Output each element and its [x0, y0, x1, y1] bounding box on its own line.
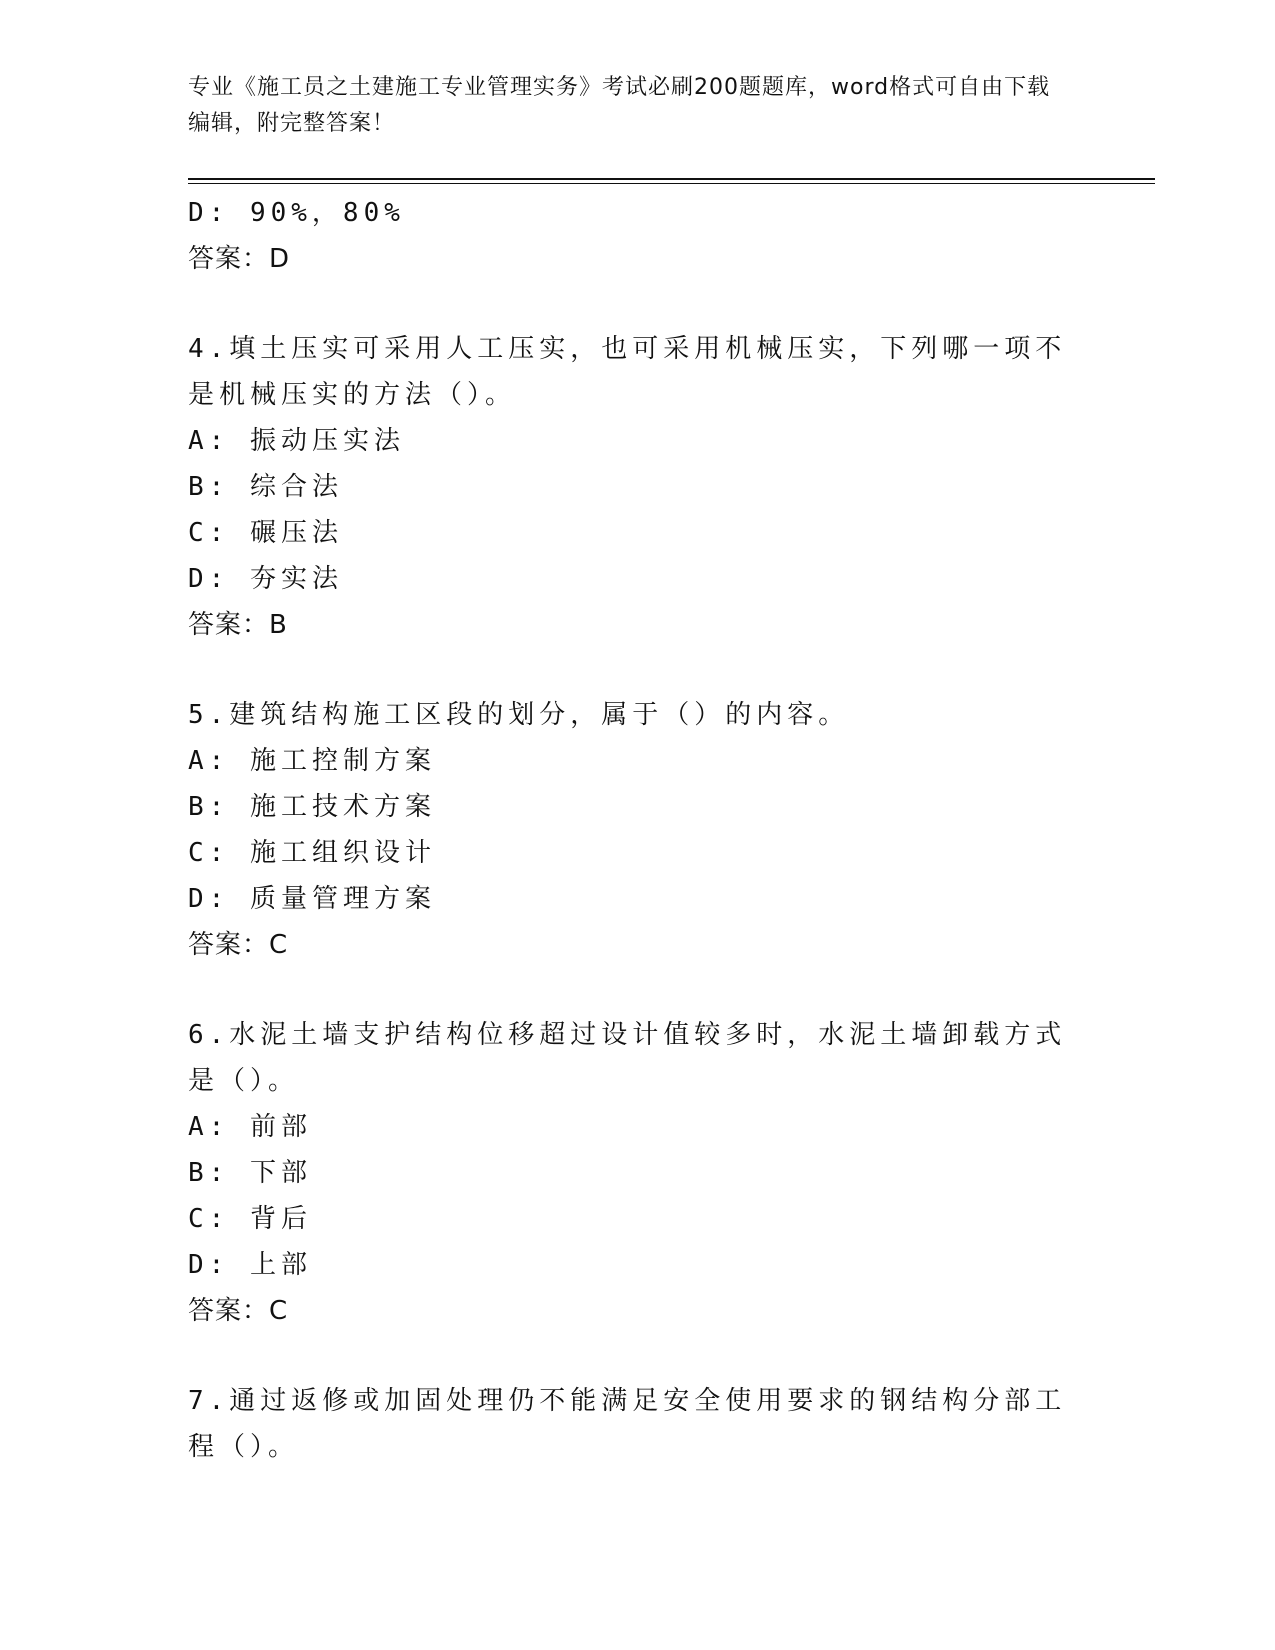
header-divider-thin	[188, 183, 1155, 184]
option-a: A: 前部	[188, 1112, 312, 1142]
option-c: C: 背后	[188, 1204, 312, 1234]
question-4	[188, 326, 1068, 648]
question-7	[188, 1378, 1068, 1470]
header-title: 专业《施工员之土建施工专业管理实务》考试必刷200题题库，word格式可自由下载编辑，附完整答案！	[188, 75, 1051, 136]
option-d: D: 质量管理方案	[188, 884, 436, 914]
option-c: C: 碾压法	[188, 518, 343, 548]
option-b: B: 施工技术方案	[188, 792, 436, 822]
option-c: C: 施工组织设计	[188, 838, 436, 868]
answer: 答案：D	[188, 244, 291, 274]
question-5	[188, 692, 1068, 968]
option-d: D: 上部	[188, 1250, 312, 1280]
answer: 答案：B	[188, 610, 288, 640]
option-d: D: 90%，80%	[188, 198, 405, 228]
option-a: A: 施工控制方案	[188, 746, 436, 776]
answer: 答案：C	[188, 930, 289, 960]
question-text: 7.通过返修或加固处理仍不能满足安全使用要求的钢结构分部工程（）。	[188, 1386, 1067, 1462]
question-fragment	[188, 190, 1068, 282]
question-text: 6.水泥土墙支护结构位移超过设计值较多时，水泥土墙卸载方式是（）。	[188, 1020, 1067, 1096]
question-text: 4.填土压实可采用人工压实，也可采用机械压实，下列哪一项不是机械压实的方法（）。	[188, 334, 1067, 410]
option-d: D: 夯实法	[188, 564, 343, 594]
answer: 答案：C	[188, 1296, 289, 1326]
question-text: 5.建筑结构施工区段的划分，属于（）的内容。	[188, 700, 850, 730]
option-b: B: 下部	[188, 1158, 312, 1188]
document-body	[188, 190, 1068, 1470]
option-b: B: 综合法	[188, 472, 343, 502]
header-divider	[188, 178, 1155, 180]
option-a: A: 振动压实法	[188, 426, 405, 456]
question-6	[188, 1012, 1068, 1334]
document-header	[188, 70, 1068, 142]
